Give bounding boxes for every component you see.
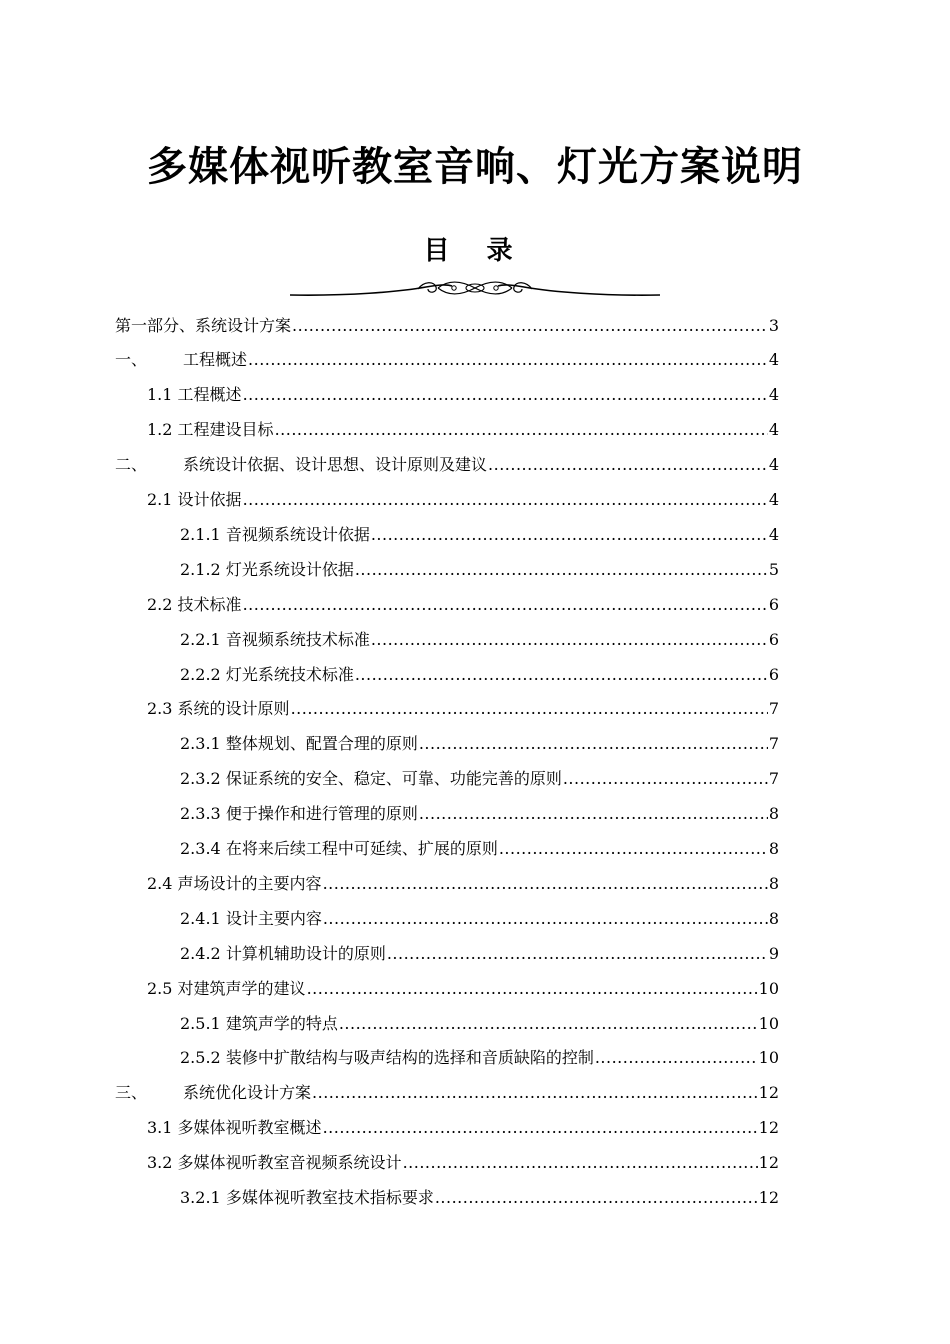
toc-entry-number: 1.2 bbox=[147, 420, 173, 440]
toc-leader-dots bbox=[387, 944, 768, 964]
toc-page-number: 12 bbox=[758, 1118, 779, 1138]
toc-entry[interactable] bbox=[180, 1041, 779, 1076]
toc-entry[interactable] bbox=[115, 448, 779, 483]
toc-entry-number: 2.1.1 bbox=[180, 524, 221, 544]
toc-entry[interactable] bbox=[180, 517, 779, 552]
toc-leader-dots bbox=[243, 385, 768, 405]
toc-entry[interactable] bbox=[180, 936, 779, 971]
toc-entry-text: 系统的设计原则 bbox=[177, 699, 290, 719]
toc-entry-text: 系统设计依据、设计思想、设计原则及建议 bbox=[183, 455, 488, 475]
toc-entry-label bbox=[147, 385, 242, 405]
toc-page-number: 3 bbox=[768, 315, 779, 335]
toc-page-number: 10 bbox=[758, 1048, 779, 1068]
toc-entry-number: 一、 bbox=[115, 350, 148, 370]
toc-entry[interactable] bbox=[115, 1076, 779, 1111]
toc-entry-label bbox=[115, 1083, 311, 1103]
document-title: 多媒体视听教室音响、灯光方案说明 bbox=[147, 143, 803, 190]
toc-page-number: 10 bbox=[758, 1013, 779, 1033]
toc-page-number: 12 bbox=[758, 1083, 779, 1103]
toc-entry[interactable] bbox=[180, 657, 779, 692]
toc-entry-number: 2.2 bbox=[147, 594, 173, 614]
toc-entry-text: 设计主要内容 bbox=[225, 908, 322, 928]
toc-entry-number: 2.5.2 bbox=[180, 1048, 221, 1068]
toc-entry-text: 在将来后续工程中可延续、扩展的原则 bbox=[225, 839, 498, 858]
toc-page-number: 7 bbox=[768, 734, 779, 754]
toc-page-number: 8 bbox=[768, 908, 779, 928]
toc-entry-text: 建筑声学的特点 bbox=[225, 1013, 338, 1033]
toc-page-number: 7 bbox=[768, 699, 779, 719]
toc-leader-dots bbox=[435, 1188, 758, 1208]
toc-entry-number: 3.1 bbox=[147, 1118, 173, 1138]
toc-entry[interactable] bbox=[180, 727, 779, 762]
toc-entry-label bbox=[115, 350, 247, 370]
toc-entry-label bbox=[180, 1014, 338, 1034]
toc-entry[interactable] bbox=[147, 971, 779, 1006]
toc-entry-text: 工程建设目标 bbox=[177, 420, 274, 440]
toc-entry[interactable] bbox=[147, 1146, 779, 1181]
toc-entry-label bbox=[115, 455, 487, 475]
toc-entry-text: 保证系统的安全、稳定、可靠、功能完善的原则 bbox=[225, 769, 562, 789]
toc-leader-dots bbox=[595, 1048, 758, 1068]
toc-entry[interactable] bbox=[180, 622, 779, 657]
toc-entry-number: 三、 bbox=[115, 1083, 148, 1103]
toc-leader-dots bbox=[499, 839, 768, 859]
toc-leader-dots bbox=[339, 1014, 758, 1034]
toc-entry-text: 装修中扩散结构与吸声结构的选择和音质缺陷的控制 bbox=[225, 1048, 594, 1068]
toc-entry-label bbox=[180, 839, 498, 859]
toc-page-number: 6 bbox=[768, 664, 779, 684]
toc-page-number: 8 bbox=[768, 839, 779, 858]
toc-page-number: 4 bbox=[768, 490, 779, 509]
toc-leader-dots bbox=[355, 560, 768, 580]
toc-entry-text: 技术标准 bbox=[177, 594, 242, 614]
toc-entry[interactable] bbox=[180, 901, 779, 936]
toc-entry[interactable] bbox=[180, 762, 779, 797]
toc-entry-number: 2.3.3 bbox=[180, 804, 221, 824]
toc-entry-label bbox=[147, 420, 274, 440]
toc-page-number: 4 bbox=[768, 455, 779, 475]
toc-leader-dots bbox=[488, 455, 768, 475]
toc-entry[interactable] bbox=[180, 552, 779, 587]
toc-entry[interactable] bbox=[147, 692, 779, 727]
toc-entry[interactable] bbox=[147, 866, 779, 901]
toc-entry-label bbox=[147, 1153, 402, 1173]
toc-entry-number: 2.2.1 bbox=[180, 629, 221, 649]
toc-entry-number: 2.2.2 bbox=[180, 664, 221, 684]
toc-leader-dots bbox=[403, 1153, 758, 1173]
toc-entry-label bbox=[180, 1188, 434, 1208]
toc-entry-text: 设计依据 bbox=[177, 490, 242, 509]
toc-entry-number: 2.1 bbox=[147, 490, 173, 509]
toc-entry-number: 3.2 bbox=[147, 1153, 173, 1173]
toc-leader-dots bbox=[275, 420, 768, 440]
toc-heading: 目 录 bbox=[423, 236, 527, 266]
toc-page-number: 12 bbox=[758, 1188, 779, 1207]
toc-entry-text: 声场设计的主要内容 bbox=[177, 873, 322, 893]
toc-entry[interactable] bbox=[180, 1006, 779, 1041]
toc-entry[interactable] bbox=[180, 797, 779, 832]
toc-entry-text: 多媒体视听教室概述 bbox=[177, 1118, 322, 1138]
toc-entry[interactable] bbox=[147, 1111, 779, 1146]
toc-entry-number: 2.4.1 bbox=[180, 908, 221, 928]
toc-entry-label bbox=[147, 979, 306, 999]
toc-entry[interactable] bbox=[115, 343, 779, 378]
toc-entry-label bbox=[180, 734, 418, 754]
toc-entry-label bbox=[147, 874, 322, 894]
toc-leader-dots bbox=[307, 979, 758, 999]
toc-page-number: 8 bbox=[768, 804, 779, 824]
toc-entry-number: 2.3 bbox=[147, 699, 173, 719]
toc-entry-label bbox=[115, 316, 291, 336]
toc-leader-dots bbox=[355, 665, 768, 685]
toc-entry-label bbox=[147, 595, 242, 615]
toc-entry-number: 2.3.1 bbox=[180, 734, 221, 754]
toc-page-number: 4 bbox=[768, 420, 779, 440]
toc-leader-dots bbox=[243, 595, 768, 615]
toc-entry-label bbox=[180, 769, 562, 789]
toc-entry-number: 2.5.1 bbox=[180, 1013, 221, 1033]
toc-entry-label bbox=[180, 560, 354, 580]
toc-entry-text: 工程概述 bbox=[183, 350, 248, 370]
toc-entry-label bbox=[180, 630, 370, 650]
toc-entry-text: 多媒体视听教室音视频系统设计 bbox=[177, 1153, 402, 1173]
toc-entry-label bbox=[147, 699, 290, 719]
toc-entry[interactable] bbox=[180, 1181, 779, 1216]
toc-page-number: 8 bbox=[768, 873, 779, 893]
toc-entry[interactable] bbox=[147, 378, 779, 413]
toc-entry-number: 1.1 bbox=[147, 385, 173, 405]
toc-entry-text: 音视频系统技术标准 bbox=[225, 629, 370, 649]
toc-page-number: 6 bbox=[768, 629, 779, 649]
toc-leader-dots bbox=[371, 630, 768, 650]
toc-entry-text: 音视频系统设计依据 bbox=[225, 524, 370, 544]
toc-leader-dots bbox=[323, 909, 768, 929]
ornamental-divider-icon bbox=[288, 278, 662, 300]
toc-entry-label bbox=[180, 909, 322, 929]
toc-leader-dots bbox=[243, 490, 768, 510]
toc-entry-number: 2.1.2 bbox=[180, 559, 221, 579]
toc-entry-text: 系统优化设计方案 bbox=[183, 1083, 312, 1103]
toc-entry-text: 多媒体视听教室技术指标要求 bbox=[225, 1188, 434, 1207]
toc-entry-number: 2.3.2 bbox=[180, 769, 221, 789]
toc-leader-dots bbox=[419, 734, 768, 754]
toc-leader-dots bbox=[248, 350, 768, 370]
toc-entry-number: 2.5 bbox=[147, 978, 173, 998]
toc-page-number: 4 bbox=[768, 350, 779, 370]
toc-entry[interactable] bbox=[147, 587, 779, 622]
toc-entry-text: 第一部分、系统设计方案 bbox=[115, 315, 292, 335]
toc-entry-number: 二、 bbox=[115, 455, 148, 475]
toc-entry-number: 2.4.2 bbox=[180, 943, 221, 963]
toc-entry-label bbox=[180, 804, 418, 824]
toc-leader-dots bbox=[291, 699, 768, 719]
toc-entry-number: 2.4 bbox=[147, 873, 173, 893]
toc-page-number: 6 bbox=[768, 594, 779, 614]
toc-entry-label bbox=[180, 665, 354, 685]
toc-entry-text: 计算机辅助设计的原则 bbox=[225, 943, 386, 963]
toc-leader-dots bbox=[323, 1118, 758, 1138]
toc-leader-dots bbox=[312, 1083, 758, 1103]
toc-entry-text: 便于操作和进行管理的原则 bbox=[225, 804, 418, 824]
toc-entry[interactable] bbox=[115, 308, 779, 343]
toc-entry-number: 2.3.4 bbox=[180, 839, 221, 858]
toc-entry-label bbox=[180, 1048, 594, 1068]
toc-entry-number: 3.2.1 bbox=[180, 1188, 221, 1207]
toc-entry[interactable] bbox=[147, 413, 779, 448]
toc-entry[interactable] bbox=[180, 832, 779, 867]
toc-page-number: 10 bbox=[758, 978, 779, 998]
toc-entry-label bbox=[180, 944, 386, 964]
toc-leader-dots bbox=[563, 769, 768, 789]
toc-entry-text: 整体规划、配置合理的原则 bbox=[225, 734, 418, 754]
toc-leader-dots bbox=[371, 525, 768, 545]
toc-entry-text: 灯光系统技术标准 bbox=[225, 664, 354, 684]
toc-page-number: 4 bbox=[768, 524, 779, 544]
toc-entry-label bbox=[147, 1118, 322, 1138]
toc-page-number: 9 bbox=[768, 943, 779, 963]
toc-entry-text: 对建筑声学的建议 bbox=[177, 978, 306, 998]
toc-page-number: 4 bbox=[768, 385, 779, 405]
toc-page-number: 5 bbox=[768, 559, 779, 579]
toc-page-number: 12 bbox=[758, 1153, 779, 1173]
toc-entry-label bbox=[180, 525, 370, 545]
toc-page-number: 7 bbox=[768, 769, 779, 789]
toc-entry-label bbox=[147, 490, 242, 510]
toc-entry-text: 工程概述 bbox=[177, 385, 242, 405]
toc-leader-dots bbox=[323, 874, 768, 894]
toc-entry[interactable] bbox=[147, 483, 779, 518]
toc-leader-dots bbox=[292, 316, 768, 336]
toc-entry-text: 灯光系统设计依据 bbox=[225, 559, 354, 579]
toc-leader-dots bbox=[419, 804, 768, 824]
